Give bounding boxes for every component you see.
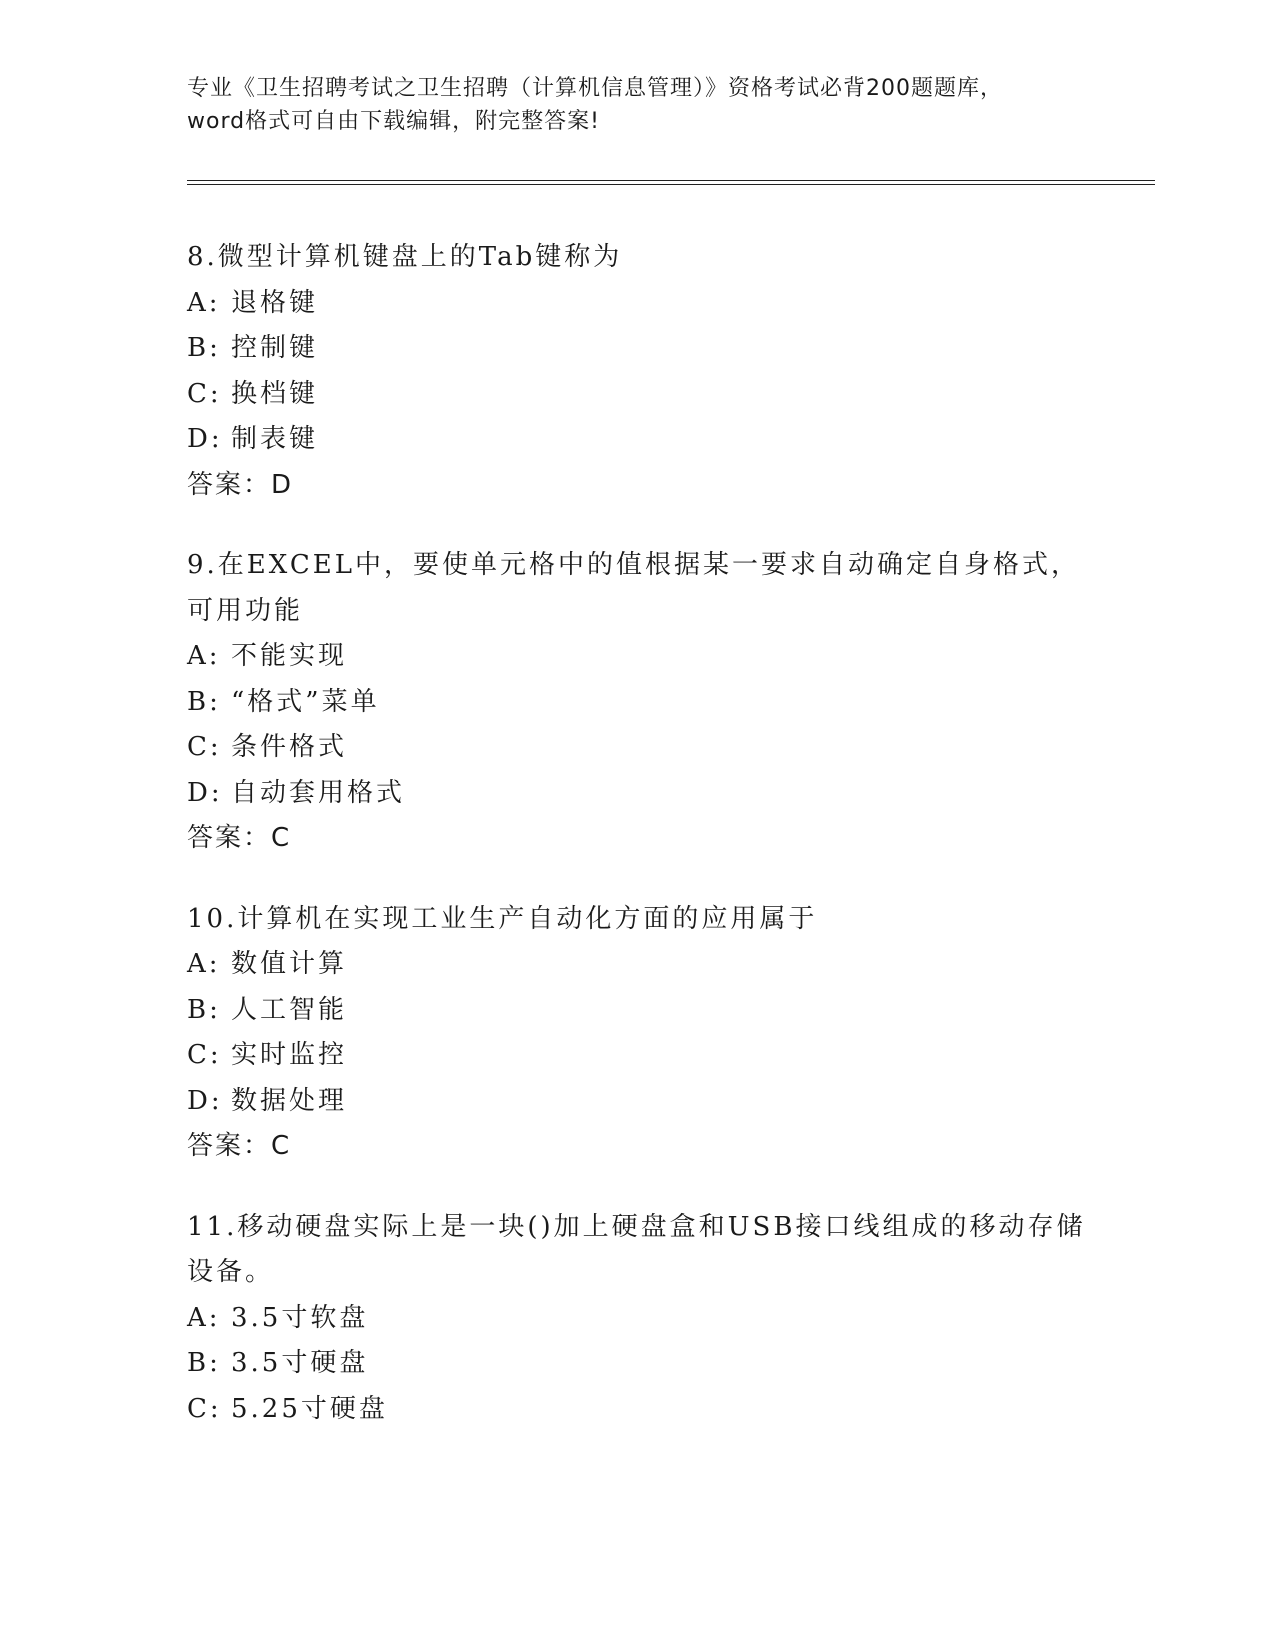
answer-line: 答案：C	[187, 1131, 292, 1161]
answer-line: 答案：C	[187, 823, 292, 853]
header-line-2: word格式可自由下载编辑，附完整答案!	[187, 109, 600, 134]
question-stem: 11.移动硬盘实际上是一块()加上硬盘盒和USB接口线组成的移动存储设备。	[187, 1211, 1086, 1287]
document-header	[187, 72, 1087, 138]
option-text: “格式”菜单	[231, 686, 380, 717]
option-letter: A:	[187, 287, 221, 318]
option-letter: B:	[187, 686, 221, 717]
option-text: 退格键	[231, 287, 319, 318]
option-letter: C:	[187, 378, 222, 409]
option-letter: B:	[187, 994, 221, 1025]
option-letter: B:	[187, 1348, 221, 1378]
header-divider-top	[187, 180, 1155, 181]
question-list	[187, 235, 1087, 1467]
option-letter: A:	[187, 949, 221, 979]
question-item	[187, 897, 1087, 1170]
option-letter: D:	[187, 424, 223, 454]
header-divider-bottom	[187, 184, 1155, 185]
option-text: 人工智能	[231, 994, 348, 1025]
question-item	[187, 543, 1087, 862]
option-text: 换档键	[231, 378, 319, 409]
question-item	[187, 1205, 1087, 1433]
option-a	[187, 942, 1087, 988]
option-text: 自动套用格式	[231, 777, 406, 808]
option-text: 制表键	[231, 424, 319, 454]
option-text: 3.5寸硬盘	[231, 1348, 369, 1378]
option-text: 5.25寸硬盘	[231, 1393, 388, 1424]
option-letter: C:	[187, 1040, 222, 1070]
option-d	[187, 771, 1087, 817]
option-text: 3.5寸软盘	[231, 1302, 369, 1333]
question-stem: 9.在EXCEL中，要使单元格中的值根据某一要求自动确定自身格式，可用功能	[187, 550, 1080, 626]
option-letter: D:	[187, 777, 223, 808]
option-d	[187, 1079, 1087, 1125]
option-letter: C:	[187, 732, 222, 762]
option-b	[187, 326, 1087, 372]
option-text: 数据处理	[231, 1085, 348, 1116]
option-c	[187, 1387, 1087, 1433]
option-a	[187, 281, 1087, 327]
option-b	[187, 680, 1087, 726]
option-letter: A:	[187, 641, 221, 671]
option-d	[187, 417, 1087, 463]
option-a	[187, 1296, 1087, 1342]
option-c	[187, 1033, 1087, 1079]
option-letter: C:	[187, 1393, 222, 1424]
option-letter: D:	[187, 1085, 223, 1116]
option-text: 不能实现	[231, 641, 348, 671]
option-text: 控制键	[231, 333, 319, 363]
option-text: 数值计算	[231, 949, 348, 979]
option-text: 条件格式	[231, 732, 348, 762]
option-letter: B:	[187, 333, 221, 363]
question-item	[187, 235, 1087, 508]
option-text: 实时监控	[231, 1040, 348, 1070]
header-line-1: 专业《卫生招聘考试之卫生招聘（计算机信息管理）》资格考试必背200题题库，	[187, 76, 1003, 101]
option-letter: A:	[187, 1302, 221, 1333]
option-b	[187, 1341, 1087, 1387]
question-stem: 8.微型计算机键盘上的Tab键称为	[187, 242, 623, 272]
answer-line: 答案：D	[187, 469, 294, 500]
option-c	[187, 725, 1087, 771]
option-a	[187, 634, 1087, 680]
option-b	[187, 988, 1087, 1034]
question-stem: 10.计算机在实现工业生产自动化方面的应用属于	[187, 903, 818, 934]
option-c	[187, 372, 1087, 418]
